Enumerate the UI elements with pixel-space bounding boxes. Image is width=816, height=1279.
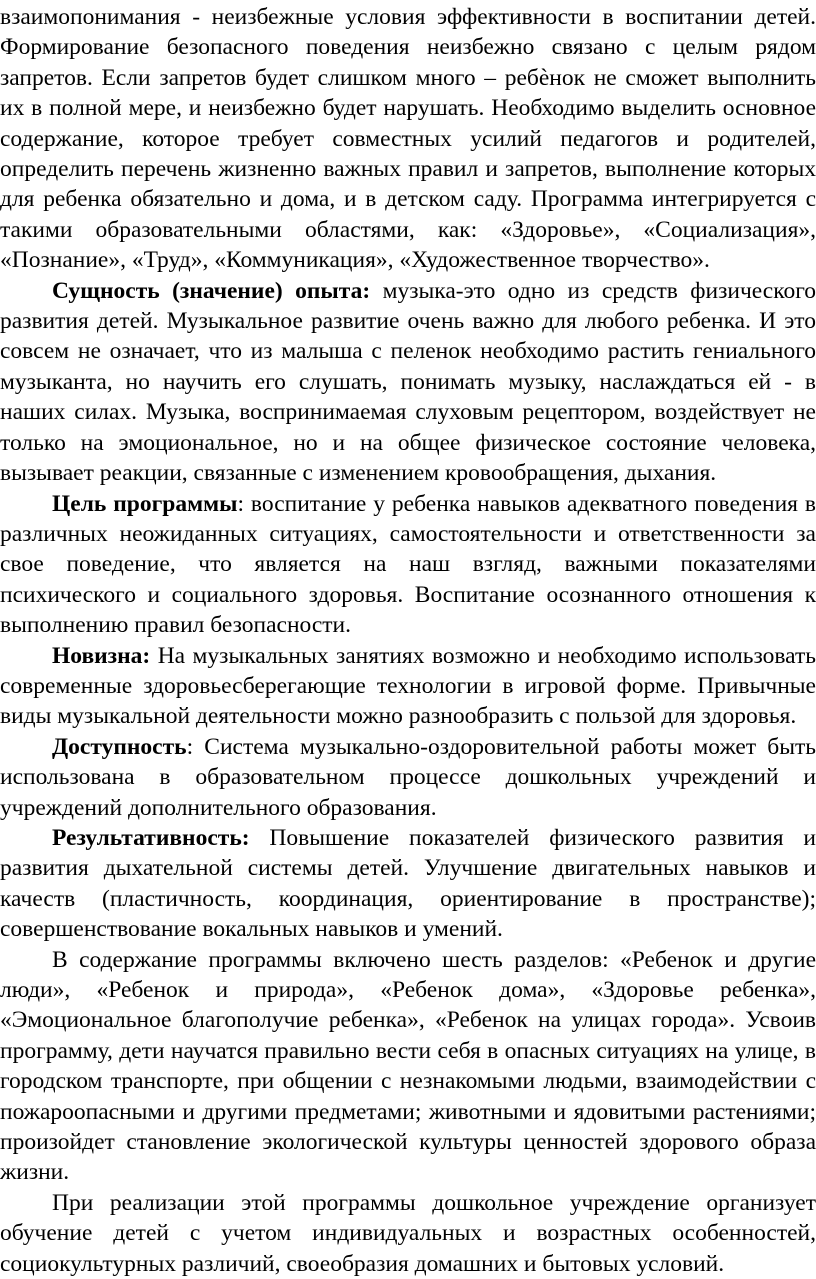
paragraph-essence [0, 276, 816, 489]
paragraph-heading: Сущность (значение) опыта: [52, 277, 371, 304]
paragraph-text: В содержание программы включено шесть разделов: «Ребенок и другие люди», «Ребенок и природа», «Ребенок дома», «Здоровье ребенка», «Эмоциональное благополучие ребенка», «Ребенок на улицах города». Усвоив программу, дети научатся правильно вести себя в опасных ситуациях на улице, в городском транспорте, при общении с незнакомыми людьми, взаимодействии с пожароопасными и другими предметами; животными и ядовитыми растениями; произойдет становление экологической культуры ценностей здорового образа жизни. [0, 946, 816, 1186]
paragraph-text: : воспитание у ребенка навыков адекватного поведения в различных неожиданных ситуациях, самостоятельности и ответственности за свое поведение, что является на наш взгляд, важными показателями психического и социального здоровья. Воспитание осознанного отношения к выполнению правил безопасности. [0, 490, 816, 639]
paragraph-accessibility [0, 732, 816, 823]
paragraph-text: взаимопонимания - неизбежные условия эффективности в воспитании детей. Формирование безопасного поведения неизбежно связано с целым рядом запретов. Если запретов будет слишком много – ребѐнок не сможет выполнить их в полной мере, и неизбежно будет нарушать. Необходимо выделить основное содержание, которое требует совместных усилий педагогов и родителей, определить перечень жизненно важных правил и запретов, выполнение которых для ребенка обязательно и дома, и в детском саду. Программа интегрируется с такими образовательными областями, как: «Здоровье», «Социализация», «Познание», «Труд», «Коммуникация», «Художественное творчество». [0, 4, 816, 274]
paragraph-heading: Цель программы [52, 490, 238, 517]
paragraph-novelty [0, 641, 816, 732]
paragraph-text: : Система музыкально-оздоровительной работы может быть использована в образовательном процессе дошкольных учреждений и учреждений дополнительного образования. [0, 733, 816, 821]
paragraph-implementation [0, 1188, 816, 1279]
paragraph-results [0, 823, 816, 945]
paragraph-continuation [0, 2, 816, 276]
paragraph-heading: Доступность [52, 733, 187, 760]
paragraph-heading: Новизна: [52, 642, 151, 669]
paragraph-sections [0, 945, 816, 1188]
paragraph-text: Повышение показателей физического развития и развития дыхательной системы детей. Улучшение двигательных навыков и качеств (пластичность, координация, ориентирование в пространстве); совершенствование вокальных навыков и умений. [0, 824, 816, 943]
paragraph-text: При реализации этой программы дошкольное учреждение организует обучение детей с учетом индивидуальных и возрастных особенностей, социокультурных различий, своеобразия домашних и бытовых условий. [0, 1189, 816, 1277]
paragraph-text: На музыкальных занятиях возможно и необходимо использовать современные здоровьесберегающие технологии в игровой форме. Привычные виды музыкальной деятельности можно разнообразить с пользой для здоровья. [0, 642, 816, 730]
paragraph-heading: Результативность: [52, 824, 250, 851]
paragraph-goal [0, 489, 816, 641]
paragraph-text: музыка-это одно из средств физического развития детей. Музыкальное развитие очень важно для любого ребенка. И это совсем не означает, что из малыша с пеленок необходимо растить гениального музыканта, но научить его слушать, понимать музыку, наслаждаться ей - в наших силах. Музыка, воспринимаемая слуховым рецептором, воздействует не только на эмоциональное, но и на общее физическое состояние человека, вызывает реакции, связанные с изменением кровообращения, дыхания. [0, 277, 816, 487]
